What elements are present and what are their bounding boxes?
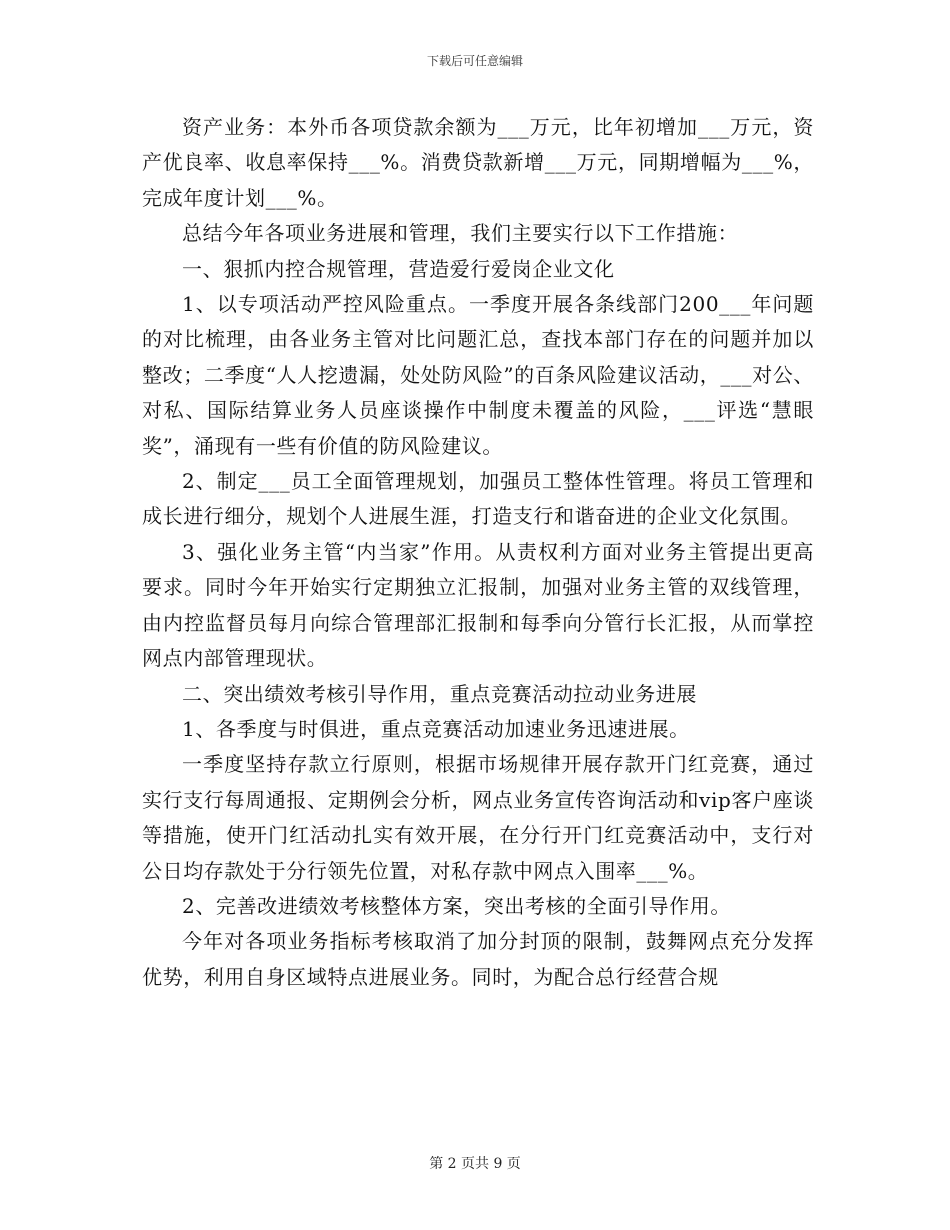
paragraph-2-2: 2、完善改进绩效考核整体方案，突出考核的全面引导作用。 [182, 893, 731, 918]
paragraph-2-1: 1、各季度与时俱进，重点竞赛活动加速业务迅速进展。 [182, 716, 690, 741]
section-heading-2: 二、突出绩效考核引导作用，重点竞赛活动拉动业务进展 [182, 681, 697, 706]
paragraph-2-1-detail: 一季度坚持存款立行原则，根据市场规律开展存款开门红竞赛，通过实行支行每周通报、定期例会分析，网点业务宣传咨询活动和vip客户座谈等措施，使开门红活动扎实有效开展，在分行开门红竞赛活动中，支行对公日均存款处于分行领先位置，对私存款中网点入围率___%。 [142, 752, 814, 883]
paragraph-asset-business: 资产业务：本外币各项贷款余额为___万元，比年初增加___万元，资产优良率、收息率保持___%。消费贷款新增___万元，同期增幅为___%，完成年度计划___%。 [142, 115, 814, 210]
section-heading-1: 一、狠抓内控合规管理，营造爱行爱岗企业文化 [182, 256, 615, 281]
paragraph-1-2: 2、制定___员工全面管理规划，加强员工整体性管理。将员工管理和成长进行细分，规划个人进展生涯，打造支行和谐奋进的企业文化氛围。 [142, 469, 814, 529]
page-footer: 第 2 页共 9 页 [429, 1156, 521, 1172]
paragraph-2-2-detail: 今年对各项业务指标考核取消了加分封顶的限制，鼓舞网点充分发挥优势，利用自身区域特点进展业务。同时，为配合总行经营合规 [142, 929, 814, 989]
paragraph-summary-intro: 总结今年各项业务进展和管理，我们主要实行以下工作措施： [182, 221, 739, 246]
page-header: 下载后可任意编辑 [426, 54, 523, 68]
paragraph-1-1: 1、以专项活动严控风险重点。一季度开展各条线部门200___年问题的对比梳理，由各业务主管对比问题汇总，查找本部门存在的问题并加以整改；二季度“人人挖遗漏，处处防风险”的百条风险建议活动，___对公、对私、国际结算业务人员座谈操作中制度未覆盖的风险，___评选“慧眼奖”，涌现有一些有价值的防风险建议。 [142, 292, 814, 458]
paragraph-1-3: 3、强化业务主管“内当家”作用。从责权利方面对业务主管提出更高要求。同时今年开始实行定期独立汇报制，加强对业务主管的双线管理，由内控监督员每月向综合管理部汇报制和每季向分管行长汇报，从而掌控网点内部管理现状。 [142, 539, 814, 671]
document-body [142, 110, 814, 995]
